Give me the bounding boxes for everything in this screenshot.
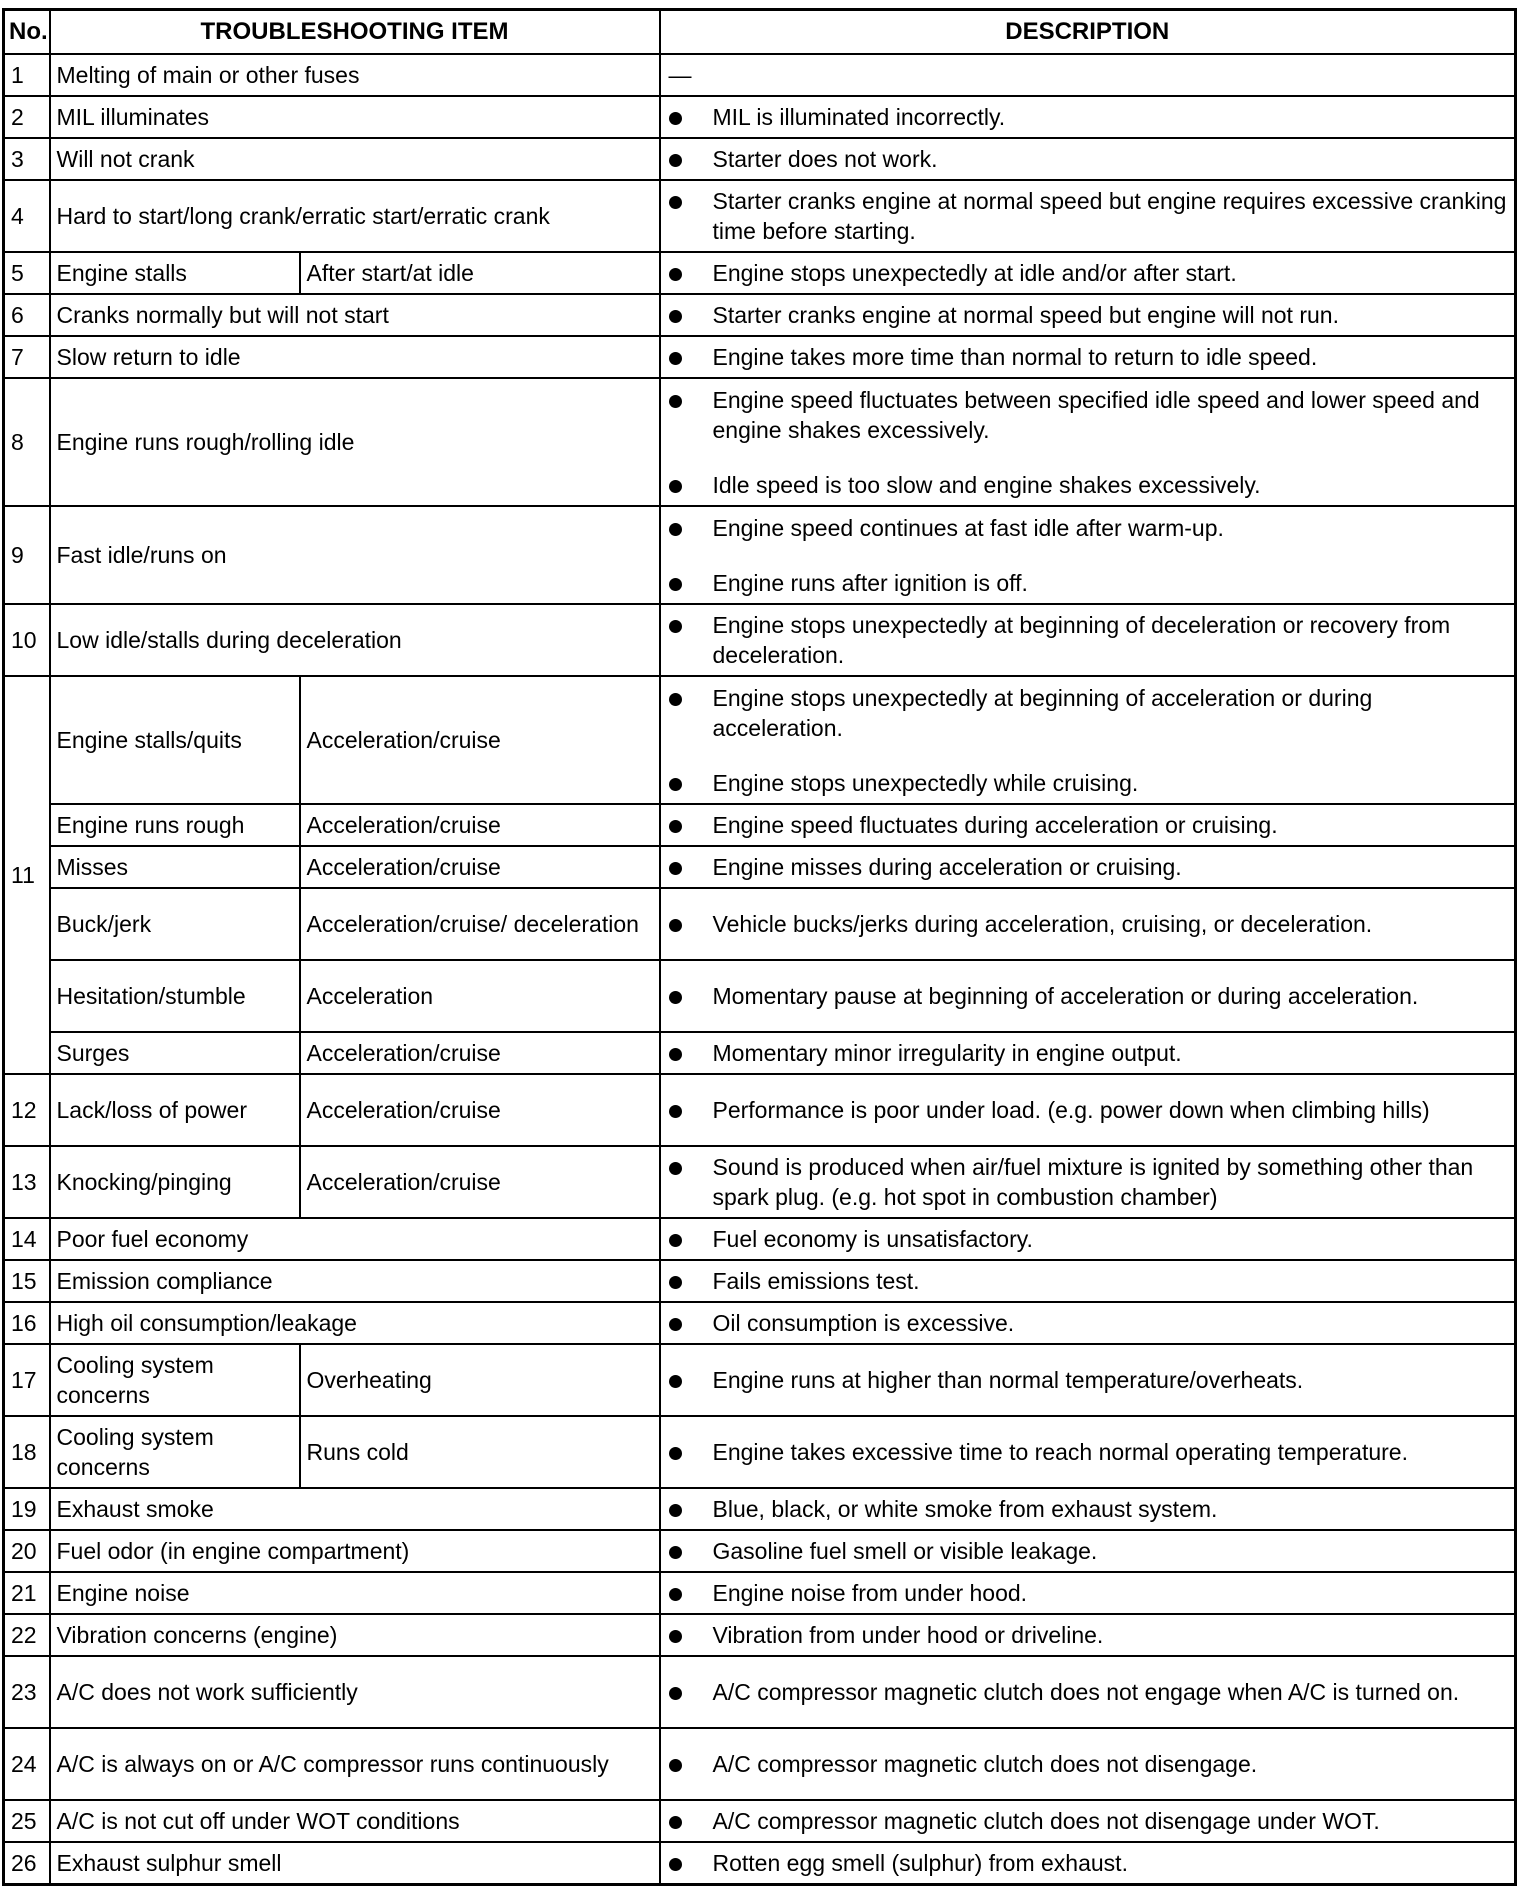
row-description (660, 1302, 1516, 1344)
table-row (4, 506, 1516, 604)
row-description (660, 676, 1516, 804)
row-number: 10 (4, 604, 50, 676)
bullet-item: Engine speed fluctuates between specified idle speed and lower speed and engine shakes excessively. (667, 385, 1509, 445)
row-description (660, 1488, 1516, 1530)
row-item: A/C does not work sufficiently (50, 1656, 660, 1728)
row-description (660, 1260, 1516, 1302)
row-description (660, 1146, 1516, 1218)
row-item: A/C is always on or A/C compressor runs continuously (50, 1728, 660, 1800)
table-row (4, 804, 1516, 846)
row-number: 19 (4, 1488, 50, 1530)
row-item: MIL illuminates (50, 96, 660, 138)
bullet-item: Blue, black, or white smoke from exhaust system. (667, 1494, 1509, 1524)
row-number: 17 (4, 1344, 50, 1416)
row-number: 23 (4, 1656, 50, 1728)
row-description (660, 506, 1516, 604)
bullet-item: Engine speed continues at fast idle after warm-up. (667, 513, 1509, 543)
row-number: 9 (4, 506, 50, 604)
row-number: 6 (4, 294, 50, 336)
row-condition: Acceleration (300, 960, 660, 1032)
row-item: Vibration concerns (engine) (50, 1614, 660, 1656)
row-item: Melting of main or other fuses (50, 54, 660, 96)
bullet-item: Engine takes more time than normal to return to idle speed. (667, 342, 1509, 372)
row-number: 13 (4, 1146, 50, 1218)
table-row (4, 888, 1516, 960)
bullet-item: Fuel economy is unsatisfactory. (667, 1224, 1509, 1254)
row-condition: Acceleration/cruise (300, 846, 660, 888)
header-no: No. (4, 10, 50, 55)
row-item: Surges (50, 1032, 300, 1074)
table-row (4, 1656, 1516, 1728)
row-item: Cooling system concerns (50, 1344, 300, 1416)
row-number: 16 (4, 1302, 50, 1344)
row-item: Low idle/stalls during deceleration (50, 604, 660, 676)
table-row (4, 378, 1516, 506)
table-row (4, 1074, 1516, 1146)
row-number: 26 (4, 1842, 50, 1884)
bullet-item: Engine speed fluctuates during acceleration or cruising. (667, 810, 1509, 840)
row-description (660, 180, 1516, 252)
table-row (4, 1488, 1516, 1530)
table-row (4, 1572, 1516, 1614)
row-description (660, 846, 1516, 888)
row-number: 14 (4, 1218, 50, 1260)
row-item: Hard to start/long crank/erratic start/erratic crank (50, 180, 660, 252)
table-row (4, 96, 1516, 138)
row-description (660, 1416, 1516, 1488)
row-number: 1 (4, 54, 50, 96)
table-row (4, 676, 1516, 804)
row-item: High oil consumption/leakage (50, 1302, 660, 1344)
empty-dash: — (668, 62, 692, 88)
bullet-item: Engine takes excessive time to reach normal operating temperature. (667, 1437, 1509, 1467)
row-item: Engine noise (50, 1572, 660, 1614)
row-number: 24 (4, 1728, 50, 1800)
row-description (660, 1032, 1516, 1074)
row-item: Hesitation/stumble (50, 960, 300, 1032)
bullet-item: Engine stops unexpectedly while cruising. (667, 768, 1509, 798)
row-description (660, 1614, 1516, 1656)
troubleshooting-table (2, 8, 1517, 1886)
table-row (4, 1800, 1516, 1842)
row-number: 18 (4, 1416, 50, 1488)
row-item: Fast idle/runs on (50, 506, 660, 604)
row-description (660, 1842, 1516, 1884)
table-row (4, 1302, 1516, 1344)
row-item: Exhaust sulphur smell (50, 1842, 660, 1884)
bullet-item: Engine runs at higher than normal temperature/overheats. (667, 1365, 1509, 1395)
bullet-item: Idle speed is too slow and engine shakes excessively. (667, 470, 1509, 500)
row-description (660, 378, 1516, 506)
row-item: A/C is not cut off under WOT conditions (50, 1800, 660, 1842)
bullet-item: Starter does not work. (667, 144, 1509, 174)
row-number: 3 (4, 138, 50, 180)
bullet-item: Momentary minor irregularity in engine output. (667, 1038, 1509, 1068)
bullet-item: MIL is illuminated incorrectly. (667, 102, 1509, 132)
row-condition: Acceleration/cruise/ deceleration (300, 888, 660, 960)
row-number: 7 (4, 336, 50, 378)
table-row (4, 604, 1516, 676)
row-description (660, 1656, 1516, 1728)
row-number: 25 (4, 1800, 50, 1842)
row-description (660, 960, 1516, 1032)
bullet-item: Oil consumption is excessive. (667, 1308, 1509, 1338)
bullet-item: Engine stops unexpectedly at beginning of acceleration or during acceleration. (667, 683, 1509, 743)
row-description (660, 1728, 1516, 1800)
bullet-item: Engine misses during acceleration or cruising. (667, 852, 1509, 882)
row-condition: Acceleration/cruise (300, 1074, 660, 1146)
bullet-item: Engine noise from under hood. (667, 1578, 1509, 1608)
table-row (4, 1260, 1516, 1302)
row-condition: Runs cold (300, 1416, 660, 1488)
row-item: Engine stalls/quits (50, 676, 300, 804)
bullet-item: Rotten egg smell (sulphur) from exhaust. (667, 1848, 1509, 1878)
row-number: 20 (4, 1530, 50, 1572)
table-row (4, 336, 1516, 378)
row-description (660, 54, 1516, 96)
row-item: Fuel odor (in engine compartment) (50, 1530, 660, 1572)
table-row (4, 1218, 1516, 1260)
row-item: Knocking/pinging (50, 1146, 300, 1218)
row-condition: Overheating (300, 1344, 660, 1416)
row-item: Buck/jerk (50, 888, 300, 960)
bullet-item: A/C compressor magnetic clutch does not disengage under WOT. (667, 1806, 1509, 1836)
row-item: Emission compliance (50, 1260, 660, 1302)
row-condition: After start/at idle (300, 252, 660, 294)
row-item: Engine stalls (50, 252, 300, 294)
row-number: 21 (4, 1572, 50, 1614)
bullet-item: Gasoline fuel smell or visible leakage. (667, 1536, 1509, 1566)
row-description (660, 604, 1516, 676)
table-row (4, 846, 1516, 888)
table-row (4, 294, 1516, 336)
bullet-item: Momentary pause at beginning of acceleration or during acceleration. (667, 981, 1509, 1011)
row-description (660, 1218, 1516, 1260)
table-row (4, 1146, 1516, 1218)
bullet-item: A/C compressor magnetic clutch does not disengage. (667, 1749, 1509, 1779)
row-description (660, 888, 1516, 960)
row-number: 2 (4, 96, 50, 138)
row-description (660, 1800, 1516, 1842)
bullet-item: Fails emissions test. (667, 1266, 1509, 1296)
row-number: 5 (4, 252, 50, 294)
table-header-row (4, 10, 1516, 55)
table-row (4, 960, 1516, 1032)
bullet-item: Engine stops unexpectedly at idle and/or after start. (667, 258, 1509, 288)
row-item: Cooling system concerns (50, 1416, 300, 1488)
row-condition: Acceleration/cruise (300, 1032, 660, 1074)
row-number: 12 (4, 1074, 50, 1146)
table-row (4, 1530, 1516, 1572)
row-condition: Acceleration/cruise (300, 804, 660, 846)
row-item: Engine runs rough/rolling idle (50, 378, 660, 506)
table-row (4, 138, 1516, 180)
row-item: Cranks normally but will not start (50, 294, 660, 336)
row-number: 8 (4, 378, 50, 506)
row-item: Poor fuel economy (50, 1218, 660, 1260)
row-number: 4 (4, 180, 50, 252)
table-row (4, 252, 1516, 294)
bullet-item: Vibration from under hood or driveline. (667, 1620, 1509, 1650)
row-description (660, 804, 1516, 846)
row-description (660, 138, 1516, 180)
row-item: Slow return to idle (50, 336, 660, 378)
header-troubleshooting-item: TROUBLESHOOTING ITEM (50, 10, 660, 55)
header-description: DESCRIPTION (660, 10, 1516, 55)
table-body (4, 54, 1516, 1884)
table-row (4, 1842, 1516, 1884)
row-description (660, 1572, 1516, 1614)
table-row (4, 180, 1516, 252)
row-item: Exhaust smoke (50, 1488, 660, 1530)
table-row (4, 1344, 1516, 1416)
row-item: Lack/loss of power (50, 1074, 300, 1146)
row-condition: Acceleration/cruise (300, 1146, 660, 1218)
row-description (660, 1344, 1516, 1416)
table-row (4, 1614, 1516, 1656)
bullet-item: Starter cranks engine at normal speed but engine will not run. (667, 300, 1509, 330)
row-condition: Acceleration/cruise (300, 676, 660, 804)
row-number: 15 (4, 1260, 50, 1302)
row-description (660, 252, 1516, 294)
row-description (660, 96, 1516, 138)
bullet-item: Vehicle bucks/jerks during acceleration, cruising, or deceleration. (667, 909, 1509, 939)
row-item: Engine runs rough (50, 804, 300, 846)
row-description (660, 1074, 1516, 1146)
row-number: 11 (4, 676, 50, 1074)
row-number: 22 (4, 1614, 50, 1656)
bullet-item: Sound is produced when air/fuel mixture is ignited by something other than spark plug. (e.g. hot spot in combustion chamber) (667, 1152, 1509, 1212)
bullet-item: A/C compressor magnetic clutch does not engage when A/C is turned on. (667, 1677, 1509, 1707)
row-item: Misses (50, 846, 300, 888)
bullet-item: Engine runs after ignition is off. (667, 568, 1509, 598)
bullet-item: Performance is poor under load. (e.g. power down when climbing hills) (667, 1095, 1509, 1125)
row-item: Will not crank (50, 138, 660, 180)
row-description (660, 336, 1516, 378)
table-row (4, 1728, 1516, 1800)
row-description (660, 1530, 1516, 1572)
bullet-item: Starter cranks engine at normal speed but engine requires excessive cranking time before starting. (667, 186, 1509, 246)
table-row (4, 1416, 1516, 1488)
row-description (660, 294, 1516, 336)
table-row (4, 54, 1516, 96)
table-row (4, 1032, 1516, 1074)
bullet-item: Engine stops unexpectedly at beginning of deceleration or recovery from deceleration. (667, 610, 1509, 670)
